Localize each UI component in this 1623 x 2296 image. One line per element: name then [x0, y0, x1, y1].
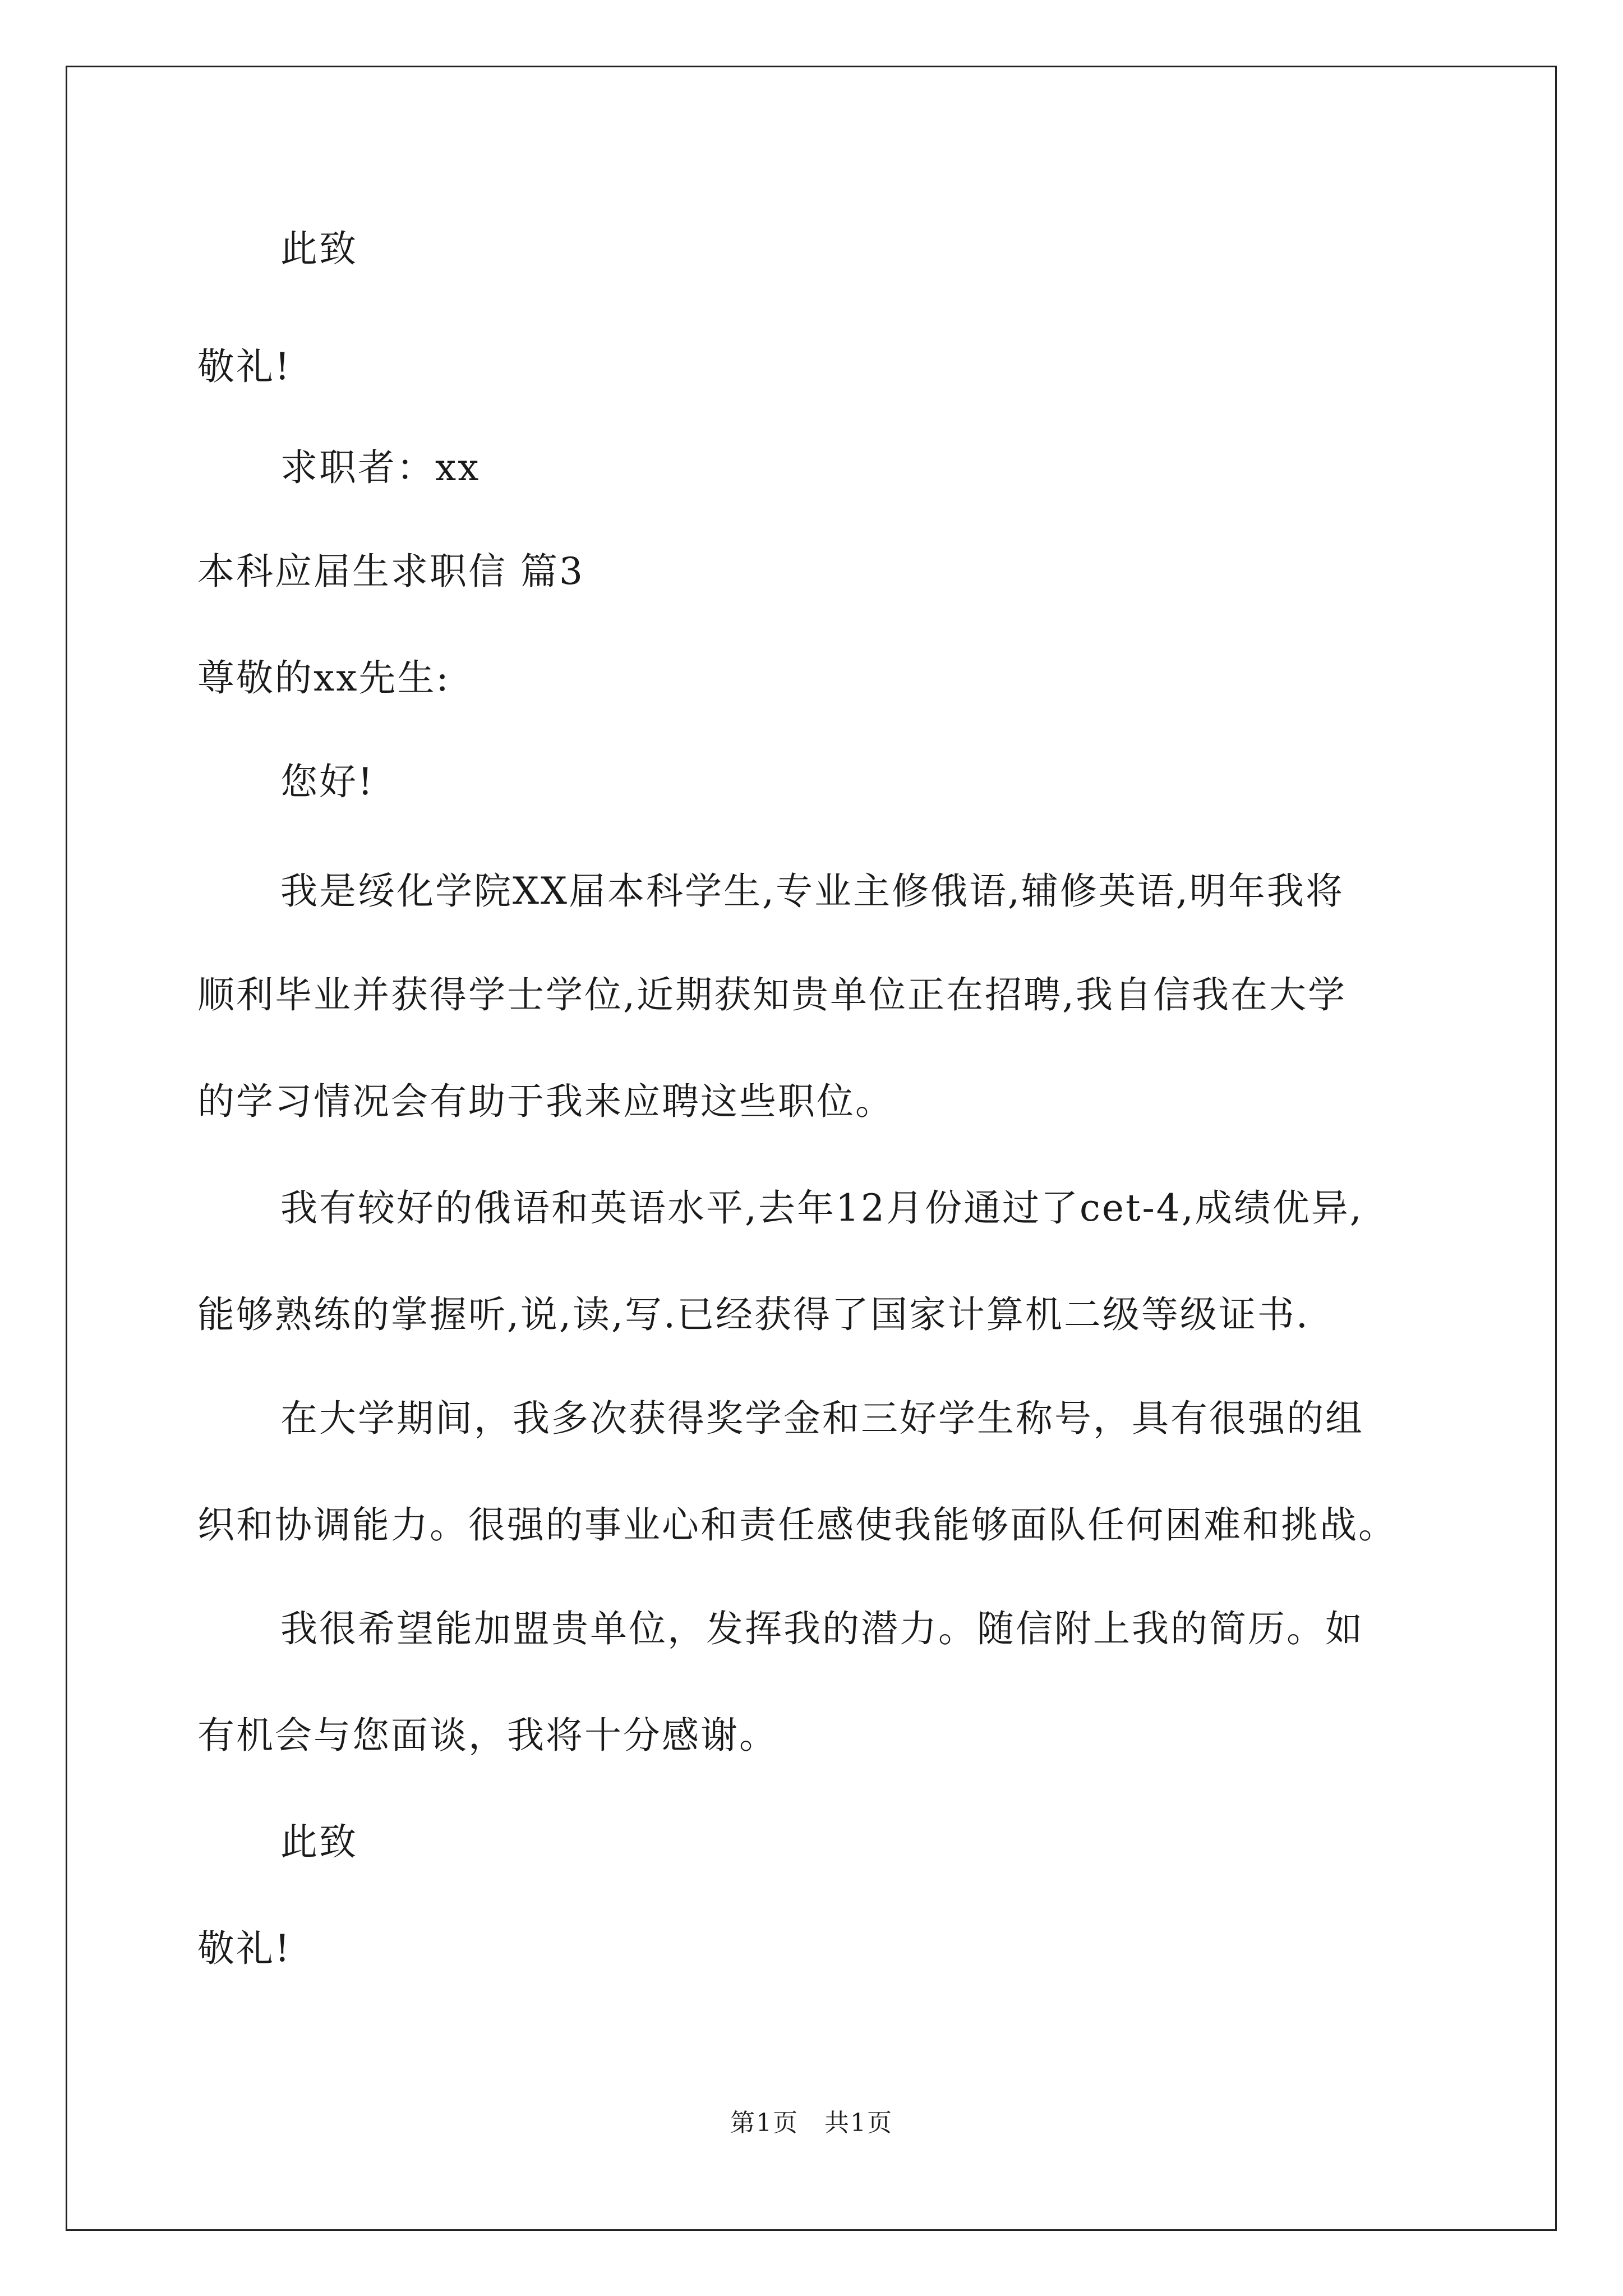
paragraph-line: 织和协调能力。很强的事业心和责任感使我能够面队任何困难和挑战。 [197, 1503, 1397, 1547]
paragraph-line: 有机会与您面谈，我将十分感谢。 [197, 1714, 778, 1757]
closing-regards: 敬礼! [197, 1927, 292, 1970]
greeting-line: 尊敬的xx先生: [197, 656, 450, 700]
signature-applicant: 求职者：xx [280, 446, 481, 489]
paragraph-line: 我是绥化学院XX届本科学生,专业主修俄语,辅修英语,明年我将 [280, 869, 1344, 913]
section-heading: 本科应届生求职信 篇3 [197, 550, 584, 593]
closing-salutation: 此致 [280, 1820, 358, 1864]
paragraph-line: 能够熟练的掌握听,说,读,写.已经获得了国家计算机二级等级证书. [197, 1293, 1310, 1336]
paragraph-line: 顺利毕业并获得学士学位,近期获知贵单位正在招聘,我自信我在大学 [197, 973, 1347, 1016]
paragraph-line: 的学习情况会有助于我来应聘这些职位。 [197, 1080, 894, 1123]
paragraph-line: 我有较好的俄语和英语水平,去年12月份通过了cet-4,成绩优异, [280, 1186, 1363, 1230]
closing-salutation: 此致 [280, 227, 358, 270]
paragraph-line: 在大学期间，我多次获得奖学金和三好学生称号，具有很强的组 [280, 1397, 1364, 1440]
page-footer: 第1页 共1页 [730, 2109, 893, 2137]
greeting-hello: 您好! [280, 760, 375, 803]
closing-regards: 敬礼! [197, 345, 292, 388]
paragraph-line: 我很希望能加盟贵单位，发挥我的潜力。随信附上我的简历。如 [280, 1607, 1364, 1650]
